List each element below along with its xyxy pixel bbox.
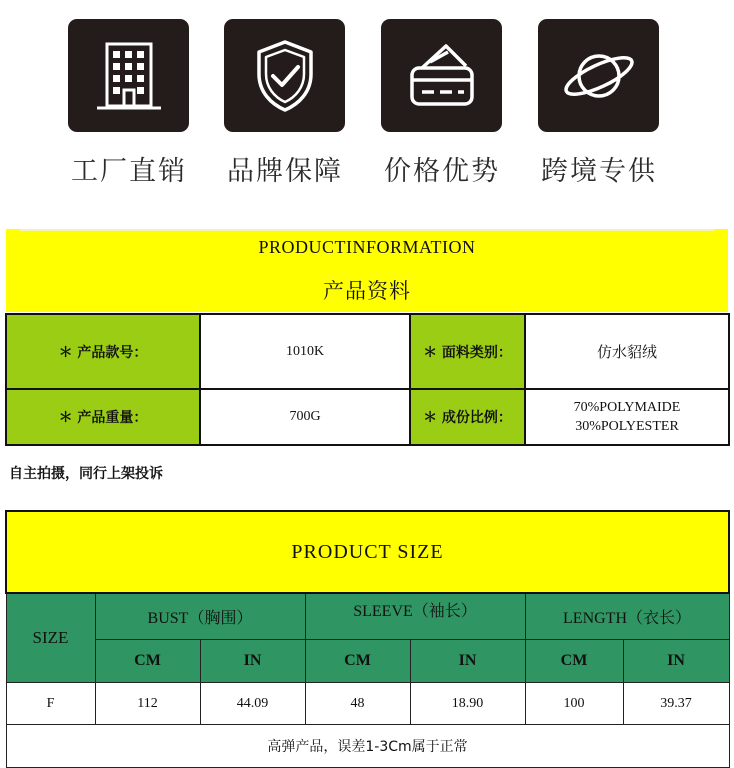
- credit-card-icon: [400, 34, 484, 118]
- length-cm: 100: [525, 683, 623, 725]
- fabric-type-label: ＊ 面料类别：: [410, 314, 525, 389]
- product-info-title-cn: 产品资料: [323, 279, 411, 303]
- size-column-header: SIZE: [6, 593, 95, 683]
- table-row: [6, 683, 729, 725]
- product-info-table: [5, 313, 730, 446]
- unit-header: CM: [305, 640, 410, 683]
- style-number-value: 1010K: [200, 314, 410, 389]
- weight-value: 700G: [200, 389, 410, 445]
- length-in: 39.37: [623, 683, 729, 725]
- feature-caption: 跨境专供: [541, 156, 657, 187]
- sleeve-header: SLEEVE（袖长）: [305, 593, 525, 640]
- self-shot-note: 自主拍摄，同行上架投诉: [9, 466, 163, 482]
- composition-value: [525, 389, 729, 445]
- feature-brand-guarantee: [224, 19, 346, 187]
- product-size-title: PRODUCT SIZE: [6, 511, 729, 593]
- length-header: LENGTH（衣长）: [525, 593, 729, 640]
- unit-header: IN: [200, 640, 305, 683]
- feature-factory-direct: [68, 19, 190, 187]
- sleeve-in: 18.90: [410, 683, 525, 725]
- feature-cross-border: [538, 19, 660, 187]
- weight-label: ＊ 产品重量：: [6, 389, 200, 445]
- composition-line: 70%POLYMAIDE: [573, 400, 681, 415]
- size-unit-header-row: [6, 640, 729, 683]
- product-info-title-en: PRODUCTINFORMATION: [258, 237, 476, 257]
- shield-check-icon: [243, 34, 327, 118]
- size-group-header-row: [6, 593, 729, 640]
- feature-tile: [224, 19, 345, 132]
- composition-label: ＊ 成份比例：: [410, 389, 525, 445]
- info-row: [6, 389, 729, 445]
- feature-tile: [381, 19, 502, 132]
- sleeve-cm: 48: [305, 683, 410, 725]
- feature-badges: [0, 0, 734, 200]
- size-tolerance-note: 高弹产品，误差1-3Cm属于正常: [6, 725, 729, 768]
- feature-tile: [538, 19, 659, 132]
- feature-caption: 价格优势: [384, 156, 500, 187]
- info-row: [6, 314, 729, 389]
- composition-line: 30%POLYESTER: [575, 419, 679, 434]
- size-footer-row: [6, 725, 729, 768]
- feature-price-advantage: [381, 19, 503, 187]
- style-number-label: ＊ 产品款号：: [6, 314, 200, 389]
- feature-tile: [68, 19, 189, 132]
- planet-icon: [557, 34, 641, 118]
- unit-header: IN: [410, 640, 525, 683]
- header-divider: [20, 229, 714, 231]
- product-size-table: [5, 510, 730, 768]
- size-title-row: [6, 511, 729, 593]
- bust-cm: 112: [95, 683, 200, 725]
- unit-header: IN: [623, 640, 729, 683]
- unit-header: CM: [95, 640, 200, 683]
- bust-header: BUST（胸围）: [95, 593, 305, 640]
- size-value: F: [6, 683, 95, 725]
- unit-header: CM: [525, 640, 623, 683]
- bust-in: 44.09: [200, 683, 305, 725]
- product-info-header: [6, 229, 728, 312]
- fabric-type-value: 仿水貂绒: [525, 314, 729, 389]
- feature-caption: 品牌保障: [227, 156, 343, 187]
- building-icon: [87, 34, 171, 118]
- feature-caption: 工厂直销: [71, 156, 187, 187]
